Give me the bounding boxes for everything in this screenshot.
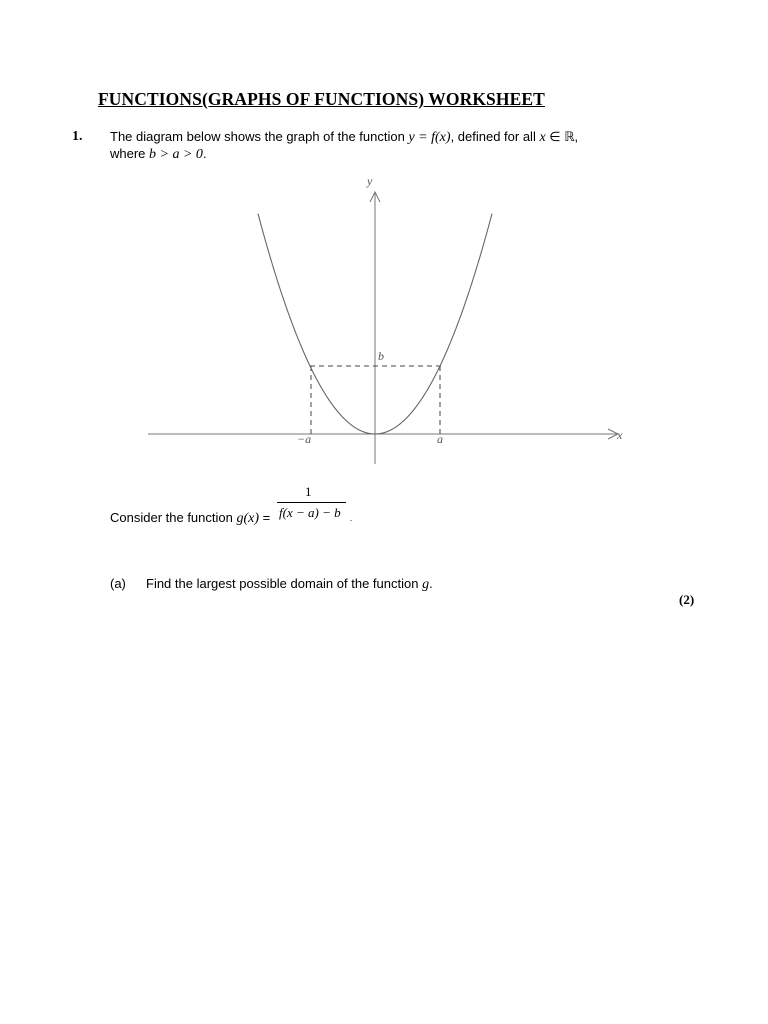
part-a-end: . [429, 576, 433, 591]
q-expr-y-fx: y = f(x) [408, 130, 451, 145]
part-a-var-g: g [422, 577, 430, 592]
consider-equals: = [259, 510, 271, 525]
b-label: b [378, 349, 384, 363]
y-axis-label: y [367, 174, 373, 188]
worksheet-title: FUNCTIONS(GRAPHS OF FUNCTIONS) WORKSHEET [98, 89, 545, 109]
q-line1-mid: , defined for all [450, 129, 540, 144]
q-var-x: x [539, 130, 546, 145]
q-line2-pre: where [110, 146, 150, 161]
q-line2-post: . [202, 146, 207, 161]
x-axis-label: x [617, 428, 623, 442]
q-line1-pre: The diagram below shows the graph of the function [110, 129, 409, 144]
fraction-numerator: 1 [305, 484, 312, 499]
fraction-denominator: f(x − a) − b [279, 505, 341, 520]
neg-a-label: −a [297, 432, 312, 446]
part-a-text [146, 576, 433, 593]
fraction-bar [277, 502, 346, 503]
consider-text [110, 510, 270, 527]
part-a-label: (a) [110, 576, 126, 591]
q-inequality: b > a > 0 [149, 147, 203, 162]
q-in-symbol: ∈ [545, 129, 565, 144]
g-of-x: g(x) [236, 511, 260, 526]
q-line1-post: , [574, 129, 579, 144]
a-label: a [437, 432, 443, 446]
part-a-marks: (2) [679, 592, 695, 607]
consider-prefix: Consider the function [110, 510, 237, 525]
part-a-prompt: Find the largest possible domain of the function [146, 576, 423, 591]
question-number: 1. [72, 129, 83, 144]
fraction-end: . [350, 514, 352, 523]
real-numbers-symbol: ℝ [564, 130, 575, 145]
